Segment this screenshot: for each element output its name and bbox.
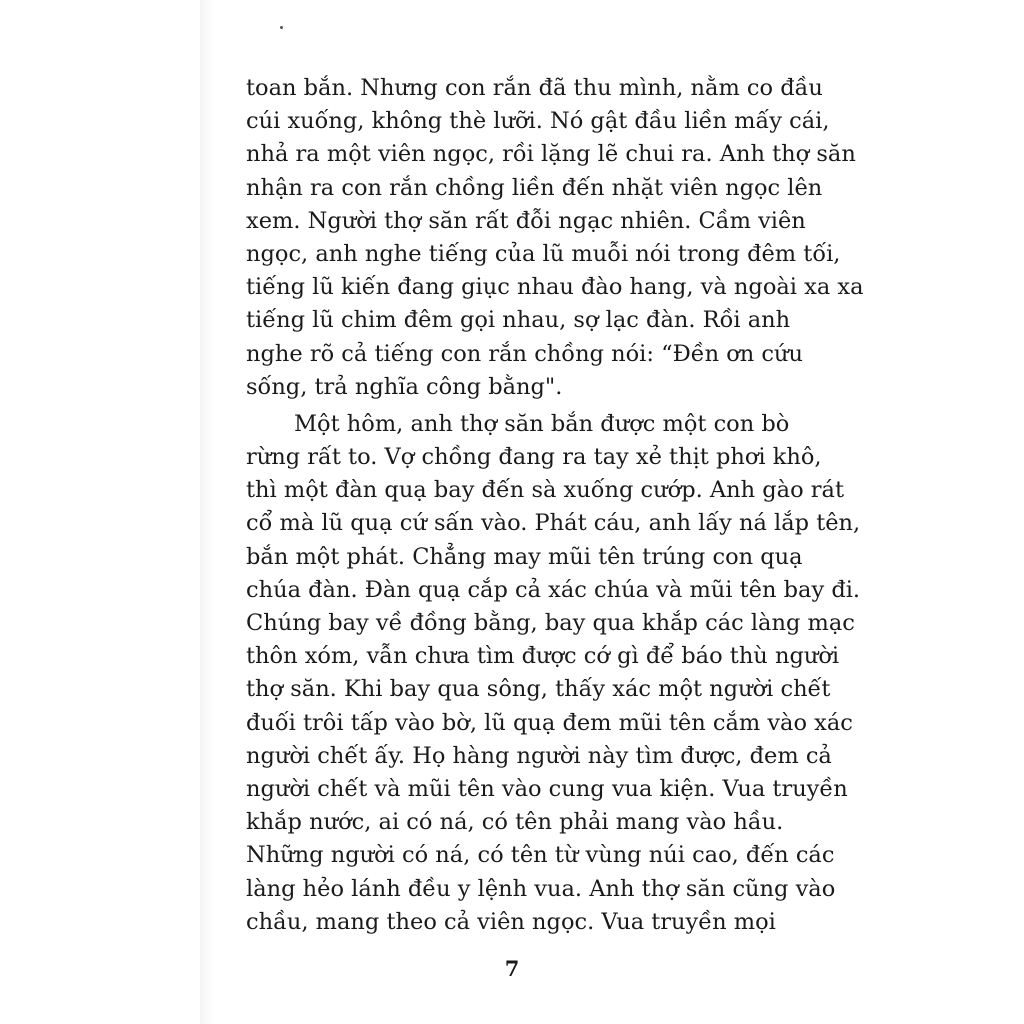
text-line: xem. Người thợ săn rất đỗi ngạc nhiên. Cầm viên [246,207,806,234]
text-line: tiếng lũ kiến đang giục nhau đào hang, và ngoài xa xa [246,274,864,301]
text-line: Chúng bay về đồng bằng, bay qua khắp các làng mạc [246,610,855,636]
text-line: Những người có ná, có tên từ vùng núi cao, đến các [246,842,835,869]
text-line: thôn xóm, vẫn chưa tìm được cớ gì để báo thù người [246,643,840,670]
text-line: nghe rõ cả tiếng con rắn chồng nói: “Đền ơn cứu [246,340,803,367]
page-number: 7 [504,956,520,981]
body-text [246,72,864,939]
text-line: khắp nước, ai có ná, có tên phải mang vào hầu. [246,809,784,836]
text-line: đuối trôi tấp vào bờ, lũ quạ đem mũi tên cắm vào xác [246,709,853,736]
paragraph-start-line: Một hôm, anh thợ săn bắn được một con bò [294,410,790,437]
text-line: thì một đàn quạ bay đến sà xuống cướp. Anh gào rát [246,477,845,504]
text-line: nhả ra một viên ngọc, rồi lặng lẽ chui ra. Anh thợ săn [246,141,856,168]
text-line: cúi xuống, không thè lưỡi. Nó gật đầu liền mấy cái, [246,108,830,135]
text-line: rừng rất to. Vợ chồng đang ra tay xẻ thịt phơi khô, [246,444,822,471]
text-line: thợ săn. Khi bay qua sông, thấy xác một người chết [246,676,831,703]
text-line: cổ mà lũ quạ cứ sấn vào. Phát cáu, anh lấy ná lắp tên, [246,510,861,537]
text-line: người chết ấy. Họ hàng người này tìm được, đem cả [246,742,832,769]
text-line: sống, trả nghĩa công bằng". [246,373,563,400]
text-line: toan bắn. Nhưng con rắn đã thu mình, nằm co đầu [246,75,823,101]
text-line: chầu, mang theo cả viên ngọc. Vua truyền mọi [246,908,776,935]
text-line: chúa đàn. Đàn quạ cắp cả xác chúa và mũi tên bay đi. [246,576,861,603]
print-speck [280,26,283,29]
text-line: nhận ra con rắn chồng liền đến nhặt viên ngọc lên [246,174,823,201]
text-line: ngọc, anh nghe tiếng của lũ muỗi nói trong đêm tối, [246,240,841,267]
text-line: người chết và mũi tên vào cung vua kiện. Vua truyền [246,775,848,802]
text-line: bắn một phát. Chẳng may mũi tên trúng con quạ [246,543,803,570]
spine-shadow [200,0,214,1024]
text-line: tiếng lũ chim đêm gọi nhau, sợ lạc đàn. Rồi anh [246,307,791,334]
text-line: làng hẻo lánh đều y lệnh vua. Anh thợ săn cũng vào [246,875,836,902]
